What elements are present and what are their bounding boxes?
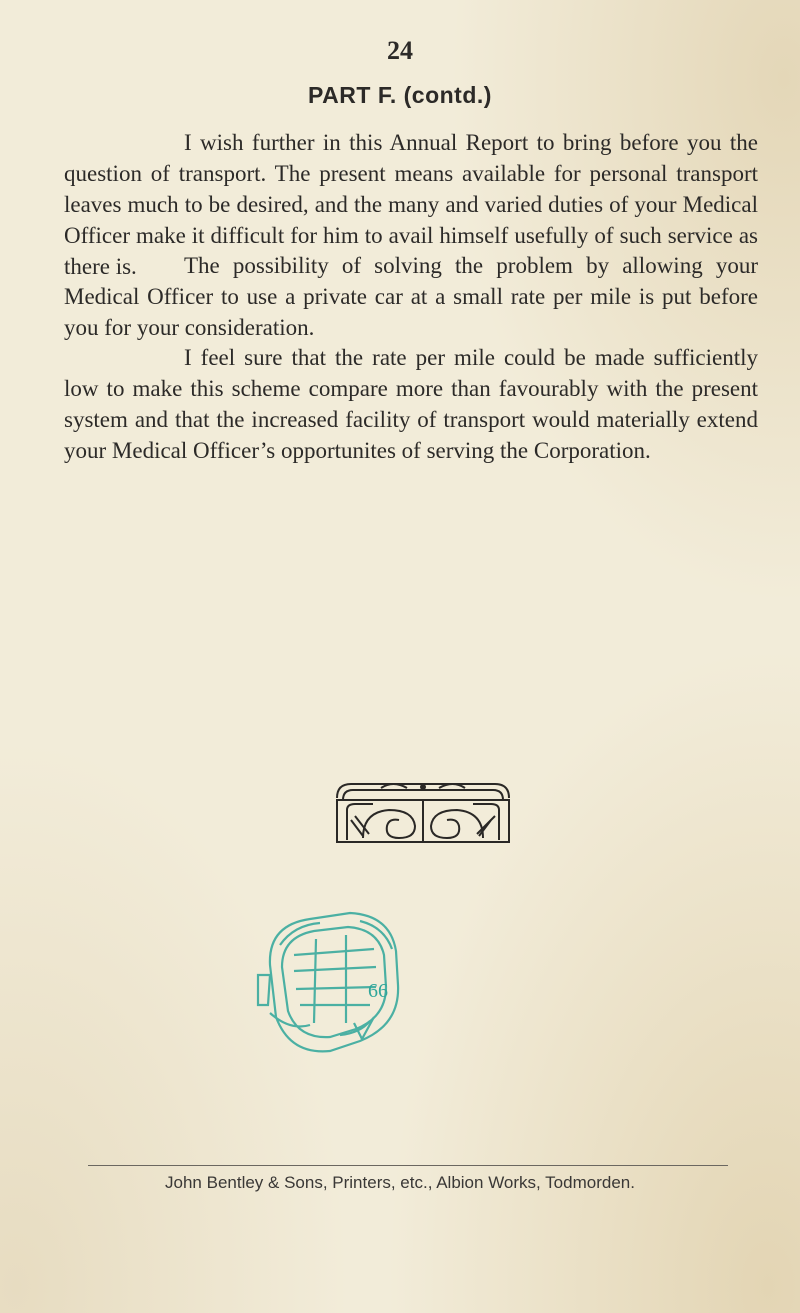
section-heading: PART F. (contd.): [308, 82, 492, 108]
printers-ornament: [333, 780, 513, 846]
printer-imprint: John Bentley & Sons, Printers, etc., Albion Works, Todmorden.: [165, 1173, 635, 1192]
stamp-number: 66: [368, 980, 388, 1002]
paragraph-rate-per-mile: I feel sure that the rate per mile could be made sufficiently low to make this scheme compare more than favourably with the present system and that the increased facility of transport would materially extend your Medical Officer’s opportunites of serving the Corporation.: [64, 345, 758, 463]
library-stamp-icon: [250, 905, 405, 1055]
paragraph-transport-question: I wish further in this Annual Report to bring before you the question of transport. The present means available for personal transport leaves much to be desired, and the many and varied duties of your Medical Officer make it difficult for him to avail himself usefully of such service as there is.: [64, 130, 758, 279]
page-number: 24: [387, 36, 413, 65]
footer-rule: [88, 1165, 728, 1166]
paragraph-private-car-proposal: The possibility of solving the problem by allowing your Medical Officer to use a private car at a small rate per mile is put before you for your consideration.: [64, 253, 758, 340]
